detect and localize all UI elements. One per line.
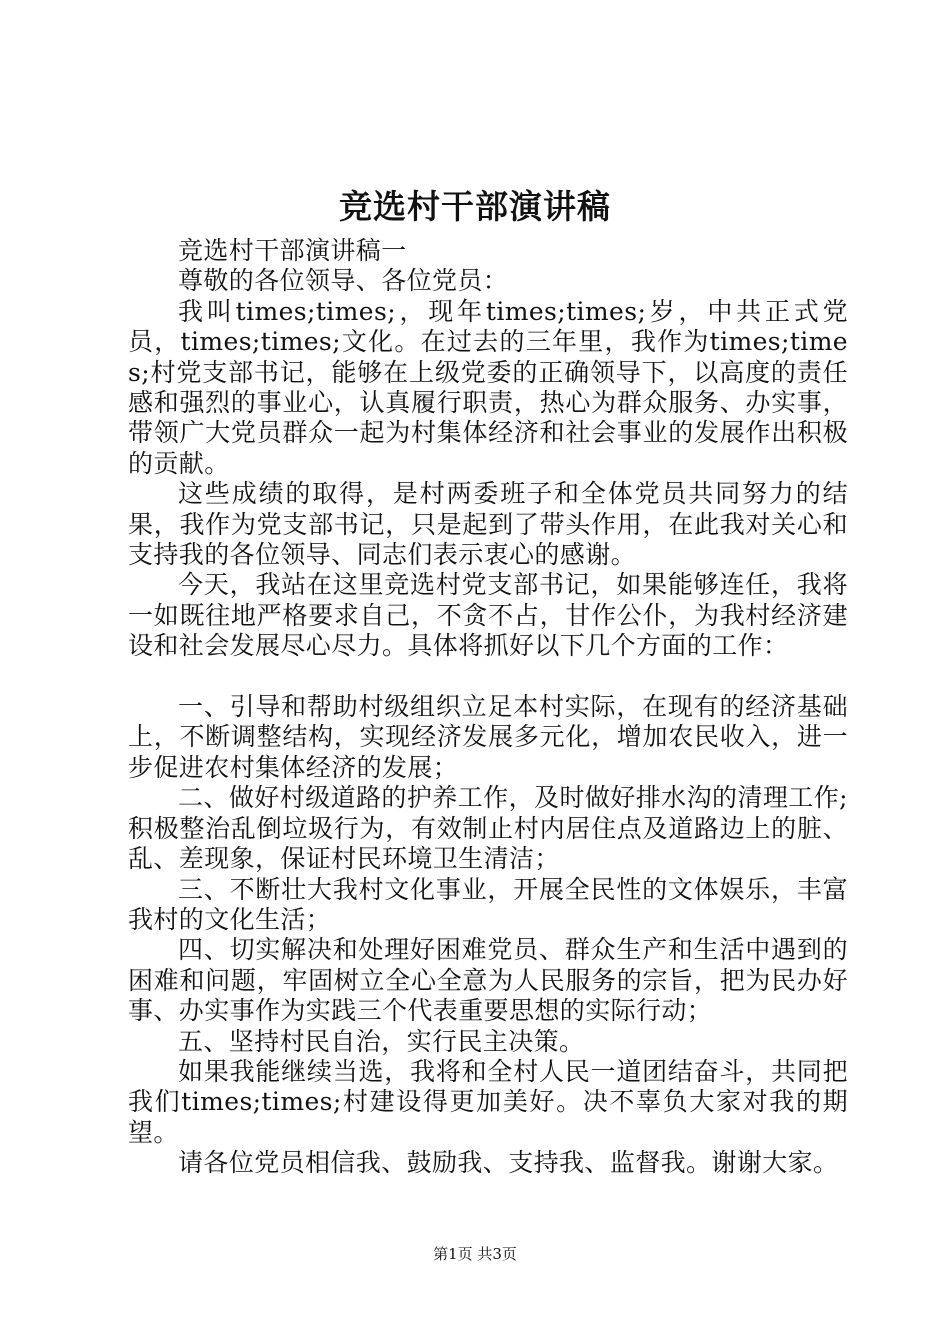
paragraph-pledge: 如果我能继续当选，我将和全村人民一道团结奋斗，共同把我们times;times;村建设得更加美好。决不辜负大家对我的期望。 (128, 1056, 848, 1147)
document-title: 竞选村干部演讲稿 (339, 187, 611, 226)
work-item-4: 四、切实解决和处理好困难党员、群众生产和生活中遇到的困难和问题，牢固树立全心全意为人民服务的宗旨，把为民办好事、办实事作为实践三个代表重要思想的实际行动； (128, 935, 848, 1026)
work-item-2: 二、做好村级道路的护养工作，及时做好排水沟的清理工作;积极整治乱倒垃圾行为，有效制止村内居住点及道路边上的脏、乱、差现象，保证村民环境卫生清洁； (128, 783, 848, 874)
paragraph-closing: 请各位党员相信我、鼓励我、支持我、监督我。谢谢大家。 (178, 1148, 839, 1178)
work-item-3: 三、不断壮大我村文化事业，开展全民性的文体娱乐，丰富我村的文化生活； (128, 874, 848, 934)
paragraph-thanks: 这些成绩的取得，是村两委班子和全体党员共同努力的结果，我作为党支部书记，只是起到了带头作用，在此我对关心和支持我的各位领导、同志们表示衷心的感谢。 (128, 479, 848, 570)
work-item-5: 五、坚持村民自治，实行民主决策。 (178, 1026, 585, 1056)
work-item-1: 一、引导和帮助村级组织立足本村实际，在现有的经济基础上，不断调整结构，实现经济发展多元化，增加农民收入，进一步促进农村集体经济的发展； (128, 692, 848, 782)
page-number-footer: 第1页 共3页 (433, 1245, 517, 1263)
paragraph-intro: 我叫times;times;，现年times;times;岁，中共正式党员，times;times;文化。在过去的三年里，我作为times;times;村党支部书记，能够在上级党委的正确领导下，以高度的责任感和强烈的事业心，认真履行职责，热心为群众服务、办实事，带领广大党员群众一起为村集体经济和社会事业的发展作出积极的贡献。 (128, 296, 848, 478)
salutation: 尊敬的各位领导、各位党员： (178, 266, 509, 296)
document-body (128, 236, 848, 1179)
speech-subtitle: 竞选村干部演讲稿一 (178, 236, 407, 265)
paragraph-candidacy: 今天，我站在这里竞选村党支部书记，如果能够连任，我将一如既往地严格要求自己，不贪不占，甘作公仆，为我村经济建设和社会发展尽心尽力。具体将抓好以下几个方面的工作： (128, 570, 848, 661)
